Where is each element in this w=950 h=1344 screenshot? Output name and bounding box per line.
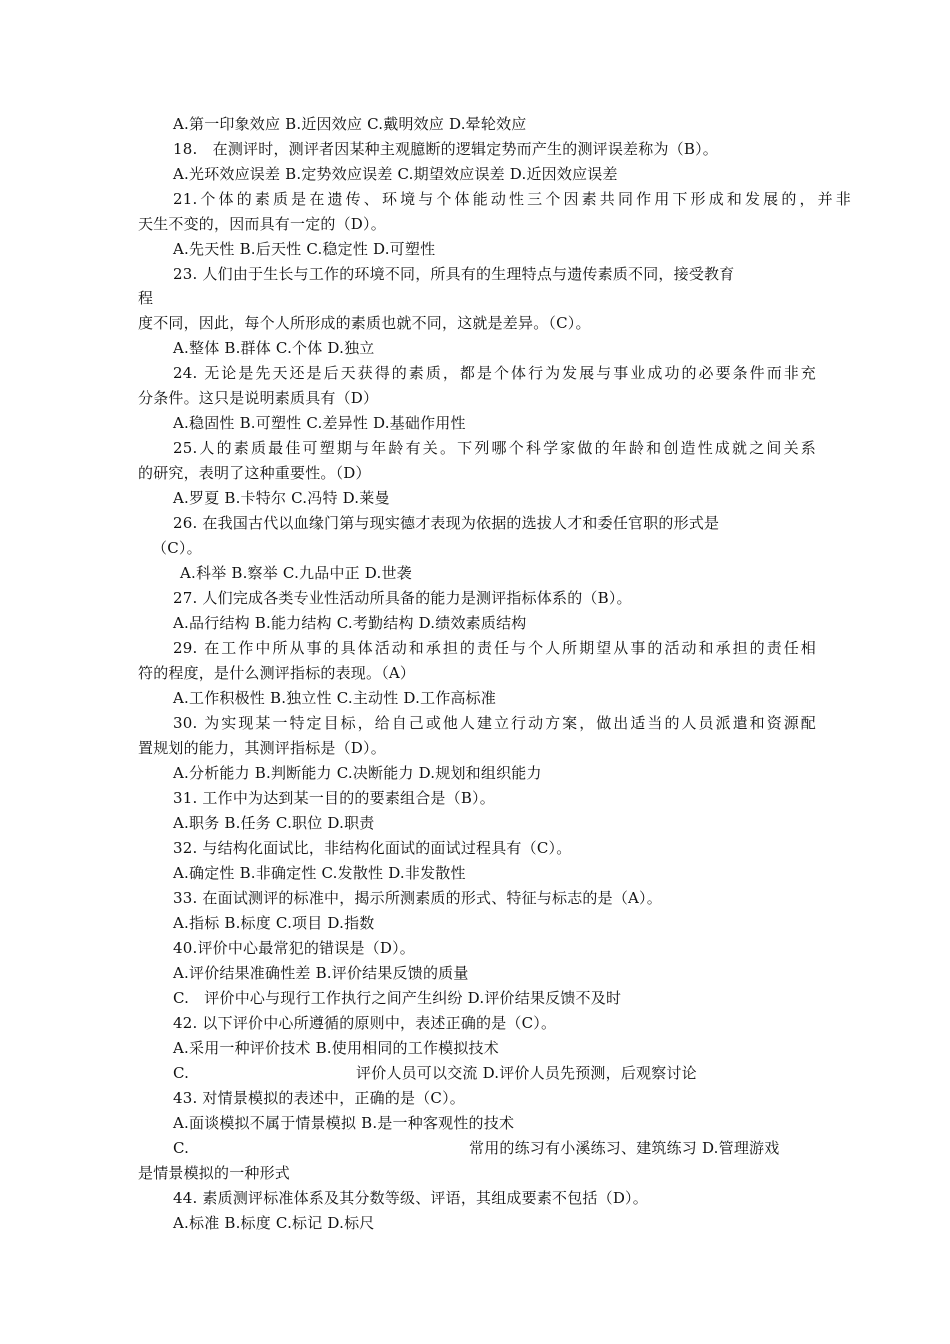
text-line: 评价人员可以交流 D.评价人员先预测，后观察讨论	[356, 1064, 697, 1082]
text-line: 常用的练习有小溪练习、建筑练习 D.管理游戏	[469, 1139, 780, 1157]
text-line: C. 评价中心与现行工作执行之间产生纠纷 D.评价结果反馈不及时	[173, 989, 622, 1007]
text-line: A.职务 B.任务 C.职位 D.职责	[173, 814, 375, 832]
text-line: 24. 无论是先天还是后天获得的素质，都是个体行为发展与事业成功的必要条件而非充	[173, 364, 816, 382]
text-line: C.	[173, 1139, 190, 1157]
text-line: 43. 对情景模拟的表述中，正确的是（C）。	[173, 1089, 466, 1107]
text-line: A.工作积极性 B.独立性 C.主动性 D.工作高标准	[173, 689, 497, 707]
text-line: 21.个体的素质是在遗传、环境与个体能动性三个因素共同作用下形成和发展的，并非	[173, 190, 851, 208]
text-line: 26. 在我国古代以血缘门第与现实德才表现为依据的选拔人才和委任官职的形式是	[173, 514, 720, 532]
text-line: 29. 在工作中所从事的具体活动和承担的责任与个人所期望从事的活动和承担的责任相	[173, 639, 816, 657]
text-line: A.光环效应误差 B.定势效应误差 C.期望效应误差 D.近因效应误差	[173, 165, 618, 183]
text-line: 44. 素质测评标准体系及其分数等级、评语，其组成要素不包括（D）。	[173, 1189, 648, 1207]
text-line: 40.评价中心最常犯的错误是（D）。	[173, 939, 415, 957]
text-line: 置规划的能力，其测评指标是（D）。	[138, 739, 386, 757]
text-line: 的研究，表明了这种重要性。（D）	[138, 464, 371, 482]
text-line: A.采用一种评价技术 B.使用相同的工作模拟技术	[173, 1039, 499, 1057]
text-line: 符的程度，是什么测评指标的表现。（A）	[138, 664, 416, 682]
text-line: A.科举 B.察举 C.九品中正 D.世袭	[180, 564, 412, 582]
text-line: C.	[173, 1064, 190, 1082]
text-line: 25.人的素质最佳可塑期与年龄有关。下列哪个科学家做的年龄和创造性成就之间关系	[173, 439, 816, 457]
text-line: 32. 与结构化面试比，非结构化面试的面试过程具有（C）。	[173, 839, 572, 857]
text-line: 42. 以下评价中心所遵循的原则中，表述正确的是（C）。	[173, 1014, 557, 1032]
text-line: A.先天性 B.后天性 C.稳定性 D.可塑性	[173, 240, 436, 258]
text-line: 是情景模拟的一种形式	[138, 1164, 291, 1182]
text-line: 27. 人们完成各类专业性活动所具备的能力是测评指标体系的（B）。	[173, 589, 632, 607]
text-line: A.品行结构 B.能力结构 C.考勤结构 D.绩效素质结构	[173, 614, 527, 632]
text-line: 30. 为实现某一特定目标，给自己或他人建立行动方案，做出适当的人员派遣和资源配	[173, 714, 816, 732]
text-line: A.整体 B.群体 C.个体 D.独立	[173, 339, 375, 357]
text-line: A.面谈模拟不属于情景模拟 B.是一种客观性的技术	[173, 1114, 515, 1132]
text-line: 分条件。这只是说明素质具有（D）	[138, 389, 379, 407]
text-line: A.评价结果准确性差 B.评价结果反馈的质量	[173, 964, 469, 982]
text-line: A.确定性 B.非确定性 C.发散性 D.非发散性	[173, 864, 466, 882]
text-line: 18. 在测评时，测评者因某种主观臆断的逻辑定势而产生的测评误差称为（B）。	[173, 140, 718, 158]
text-line: 23. 人们由于生长与工作的环境不同，所具有的生理特点与遗传素质不同，接受教育	[173, 265, 735, 283]
text-line: 33. 在面试测评的标准中，揭示所测素质的形式、特征与标志的是（A）。	[173, 889, 662, 907]
text-line: A.罗夏 B.卡特尔 C.冯特 D.莱曼	[173, 489, 390, 507]
text-line: （C）。	[152, 539, 202, 557]
text-line: A.分析能力 B.判断能力 C.决断能力 D.规划和组织能力	[173, 764, 542, 782]
text-line: A.第一印象效应 B.近因效应 C.戴明效应 D.晕轮效应	[173, 115, 527, 133]
text-line: 度不同，因此，每个人所形成的素质也就不同，这就是差异。（C）。	[138, 314, 591, 332]
text-line: A.标准 B.标度 C.标记 D.标尺	[173, 1214, 375, 1232]
text-line: 程	[138, 289, 154, 307]
text-line: A.指标 B.标度 C.项目 D.指数	[173, 914, 375, 932]
text-line: 31. 工作中为达到某一目的的要素组合是（B）。	[173, 789, 495, 807]
text-line: 天生不变的，因而具有一定的（D）。	[138, 215, 386, 233]
text-line: A.稳固性 B.可塑性 C.差异性 D.基础作用性	[173, 414, 466, 432]
